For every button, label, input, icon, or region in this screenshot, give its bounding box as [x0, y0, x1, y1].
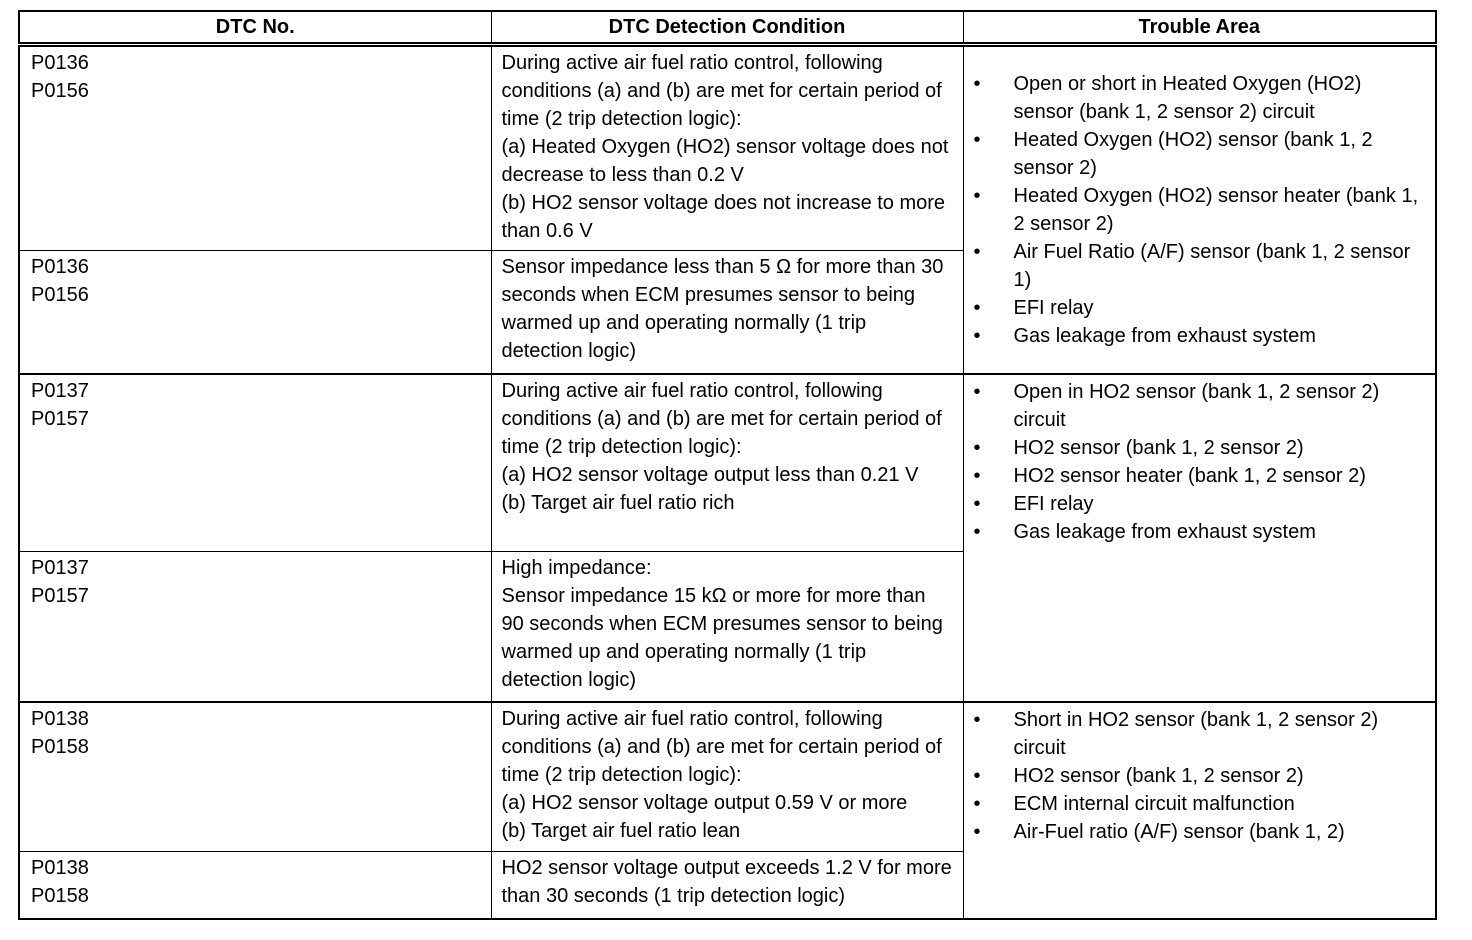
bullet-icon: •	[973, 72, 981, 95]
dtc-code: P0137	[31, 557, 89, 579]
condition-text: (b) HO2 sensor voltage does not increase to more than 0.6 V	[501, 192, 946, 242]
dtc-code: P0138	[31, 857, 89, 879]
trouble-area-item	[972, 378, 1426, 434]
trouble-area-item	[972, 462, 1426, 490]
trouble-area-item	[972, 706, 1426, 762]
bullet-icon: •	[973, 764, 981, 787]
trouble-area-text: Heated Oxygen (HO2) sensor (bank 1, 2 sensor 2)	[1013, 128, 1373, 179]
trouble-area-item	[972, 490, 1426, 518]
trouble-area-text: HO2 sensor (bank 1, 2 sensor 2)	[1013, 764, 1304, 787]
dtc-code: P0138	[31, 707, 89, 730]
trouble-area-text: EFI relay	[1013, 492, 1094, 515]
trouble-area-text: EFI relay	[1013, 296, 1094, 319]
bullet-icon: •	[973, 240, 981, 263]
table-row	[19, 702, 1436, 852]
detection-condition-cell	[491, 251, 963, 374]
dtc-code: P0157	[31, 407, 89, 430]
dtc-code: P0157	[31, 585, 89, 607]
trouble-area-item	[972, 762, 1426, 790]
bullet-icon: •	[973, 296, 981, 319]
header-detection-condition: DTC Detection Condition	[491, 11, 963, 45]
condition-text: HO2 sensor voltage output exceeds 1.2 V for more than 30 seconds (1 trip detection logic)	[501, 857, 952, 907]
trouble-area-text: Heated Oxygen (HO2) sensor heater (bank 1, 2 sensor 2)	[1013, 184, 1419, 235]
trouble-area-item	[972, 238, 1426, 294]
dtc-code: P0136	[31, 256, 89, 278]
trouble-area-text: ECM internal circuit malfunction	[1013, 792, 1295, 815]
dtc-table	[18, 10, 1437, 920]
bullet-icon: •	[973, 820, 981, 843]
table-row	[19, 45, 1436, 251]
trouble-area-text: HO2 sensor heater (bank 1, 2 sensor 2)	[1013, 464, 1366, 487]
condition-text: High impedance:	[501, 557, 652, 579]
trouble-area-item	[972, 518, 1426, 546]
trouble-area-item	[972, 790, 1426, 818]
condition-text: During active air fuel ratio control, following conditions (a) and (b) are met for certain period of time (2 trip detection logic):	[501, 52, 942, 130]
trouble-area-text: Open in HO2 sensor (bank 1, 2 sensor 2) circuit	[1013, 380, 1380, 431]
condition-text: (b) Target air fuel ratio rich	[501, 491, 735, 514]
trouble-area-list	[972, 70, 1426, 350]
trouble-area-text: HO2 sensor (bank 1, 2 sensor 2)	[1013, 436, 1304, 459]
dtc-code: P0156	[31, 80, 89, 102]
bullet-icon: •	[973, 708, 981, 731]
table-row	[19, 374, 1436, 552]
trouble-area-item	[972, 818, 1426, 846]
condition-text: (a) Heated Oxygen (HO2) sensor voltage does not decrease to less than 0.2 V	[501, 136, 949, 186]
trouble-area-text: Open or short in Heated Oxygen (HO2) sensor (bank 1, 2 sensor 2) circuit	[1013, 72, 1362, 123]
trouble-area-list	[972, 378, 1426, 546]
bullet-icon: •	[973, 324, 981, 347]
trouble-area-item	[972, 126, 1426, 182]
dtc-codes-cell	[19, 852, 491, 919]
condition-text: During active air fuel ratio control, following conditions (a) and (b) are met for certain period of time (2 trip detection logic):	[501, 707, 942, 786]
detection-condition-cell	[491, 374, 963, 552]
trouble-area-cell	[963, 45, 1436, 374]
trouble-area-item	[972, 294, 1426, 322]
dtc-codes-cell	[19, 374, 491, 552]
trouble-area-list	[972, 706, 1426, 846]
detection-condition-cell	[491, 45, 963, 251]
condition-text: During active air fuel ratio control, following conditions (a) and (b) are met for certain period of time (2 trip detection logic):	[501, 379, 942, 458]
dtc-code: P0158	[31, 735, 89, 758]
trouble-area-item	[972, 70, 1426, 126]
dtc-code: P0158	[31, 885, 89, 907]
trouble-area-item	[972, 182, 1426, 238]
header-row	[19, 11, 1436, 45]
bullet-icon: •	[973, 128, 981, 151]
bullet-icon: •	[973, 792, 981, 815]
dtc-codes-cell	[19, 45, 491, 251]
condition-text: Sensor impedance 15 kΩ or more for more than 90 seconds when ECM presumes sensor to being warmed up and operating normally (1 trip detection logic)	[501, 585, 943, 691]
trouble-area-text: Air-Fuel ratio (A/F) sensor (bank 1, 2)	[1013, 820, 1345, 843]
dtc-code: P0136	[31, 52, 89, 74]
trouble-area-text: Air Fuel Ratio (A/F) sensor (bank 1, 2 sensor 1)	[1013, 240, 1411, 291]
detection-condition-cell	[491, 702, 963, 852]
bullet-icon: •	[973, 464, 981, 487]
condition-text: (a) HO2 sensor voltage output 0.59 V or more	[501, 791, 908, 814]
detection-condition-cell	[491, 552, 963, 702]
bullet-icon: •	[973, 492, 981, 515]
dtc-code: P0137	[31, 379, 89, 402]
bullet-icon: •	[973, 436, 981, 459]
trouble-area-cell	[963, 374, 1436, 702]
trouble-area-text: Gas leakage from exhaust system	[1013, 324, 1316, 347]
dtc-codes-cell	[19, 702, 491, 852]
header-dtc-no: DTC No.	[19, 11, 491, 45]
trouble-area-item	[972, 434, 1426, 462]
condition-text: (b) Target air fuel ratio lean	[501, 819, 741, 842]
bullet-icon: •	[973, 520, 981, 543]
dtc-codes-cell	[19, 552, 491, 702]
trouble-area-item	[972, 322, 1426, 350]
bullet-icon: •	[973, 184, 981, 207]
detection-condition-cell	[491, 852, 963, 919]
trouble-area-text: Gas leakage from exhaust system	[1013, 520, 1316, 543]
condition-text: Sensor impedance less than 5 Ω for more than 30 seconds when ECM presumes sensor to being warmed up and operating normally (1 trip detection logic)	[501, 256, 944, 362]
table-body	[19, 45, 1436, 919]
trouble-area-cell	[963, 702, 1436, 919]
dtc-codes-cell	[19, 251, 491, 374]
dtc-code: P0156	[31, 284, 89, 306]
bullet-icon: •	[973, 380, 981, 403]
condition-text: (a) HO2 sensor voltage output less than 0.21 V	[501, 463, 919, 486]
header-trouble-area: Trouble Area	[963, 11, 1436, 45]
trouble-area-text: Short in HO2 sensor (bank 1, 2 sensor 2) circuit	[1013, 708, 1379, 759]
